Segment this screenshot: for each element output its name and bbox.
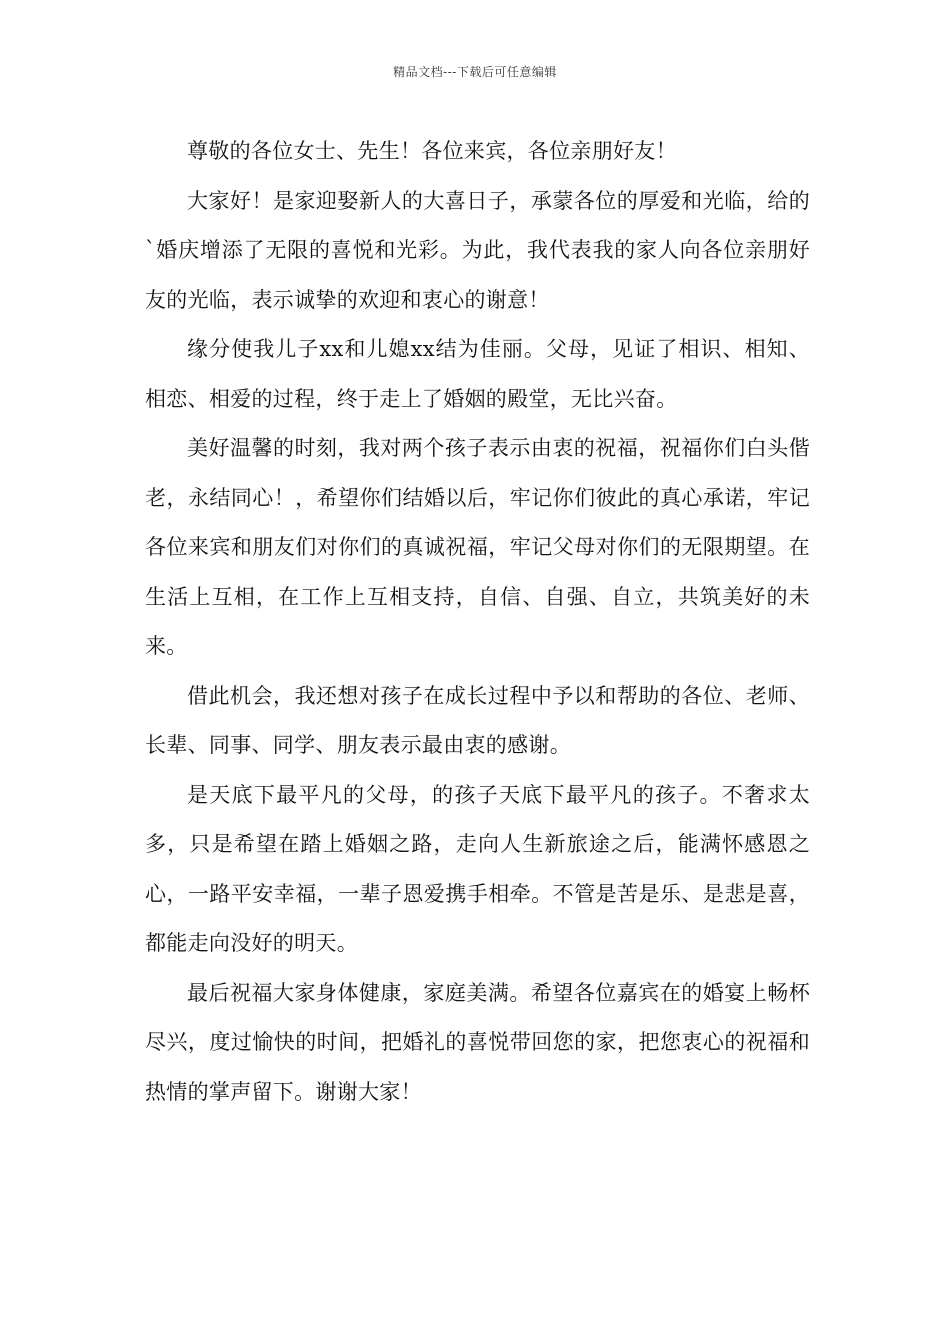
paragraph-greeting: 尊敬的各位女士、先生！各位来宾，各位亲朋好友！ — [187, 139, 677, 163]
paragraph-blessing: 美好温馨的时刻，我对两个孩子表示由衷的祝福，祝福你们白头偕老，永结同心！，希望你们结婚以后，牢记你们彼此的真心承诺，牢记各位来宾和朋友们对你们的真诚祝福，牢记父母对你们的无限期望。在生活上互相，在工作上互相支持，自信、自强、自立，共筑美好的未来。 — [145, 436, 810, 658]
paragraph-welcome: 大家好！是家迎娶新人的大喜日子，承蒙各位的厚爱和光临，给的`婚庆增添了无限的喜悦和光彩。为此，我代表我的家人向各位亲朋好友的光临，表示诚挚的欢迎和衷心的谢意！ — [145, 188, 810, 312]
paragraph-fate: 缘分使我儿子xx和儿媳xx结为佳丽。父母，见证了相识、相知、相恋、相爱的过程，终于走上了婚姻的殿堂，无比兴奋。 — [145, 337, 810, 411]
document-body — [145, 127, 810, 1117]
page-header: 精品文档---下载后可任意编辑 — [393, 65, 557, 79]
paragraph-hope: 是天底下最平凡的父母，的孩子天底下最平凡的孩子。不奢求太多，只是希望在踏上婚姻之路，走向人生新旅途之后，能满怀感恩之心，一路平安幸福，一辈子恩爱携手相牵。不管是苦是乐、是悲是喜，都能走向没好的明天。 — [145, 782, 810, 955]
paragraph-thanks: 借此机会，我还想对孩子在成长过程中予以和帮助的各位、老师、长辈、同事、同学、朋友表示最由衷的感谢。 — [145, 683, 810, 757]
paragraph-closing: 最后祝福大家身体健康，家庭美满。希望各位嘉宾在的婚宴上畅杯尽兴，度过愉快的时间，把婚礼的喜悦带回您的家，把您衷心的祝福和热情的掌声留下。谢谢大家！ — [145, 980, 810, 1104]
